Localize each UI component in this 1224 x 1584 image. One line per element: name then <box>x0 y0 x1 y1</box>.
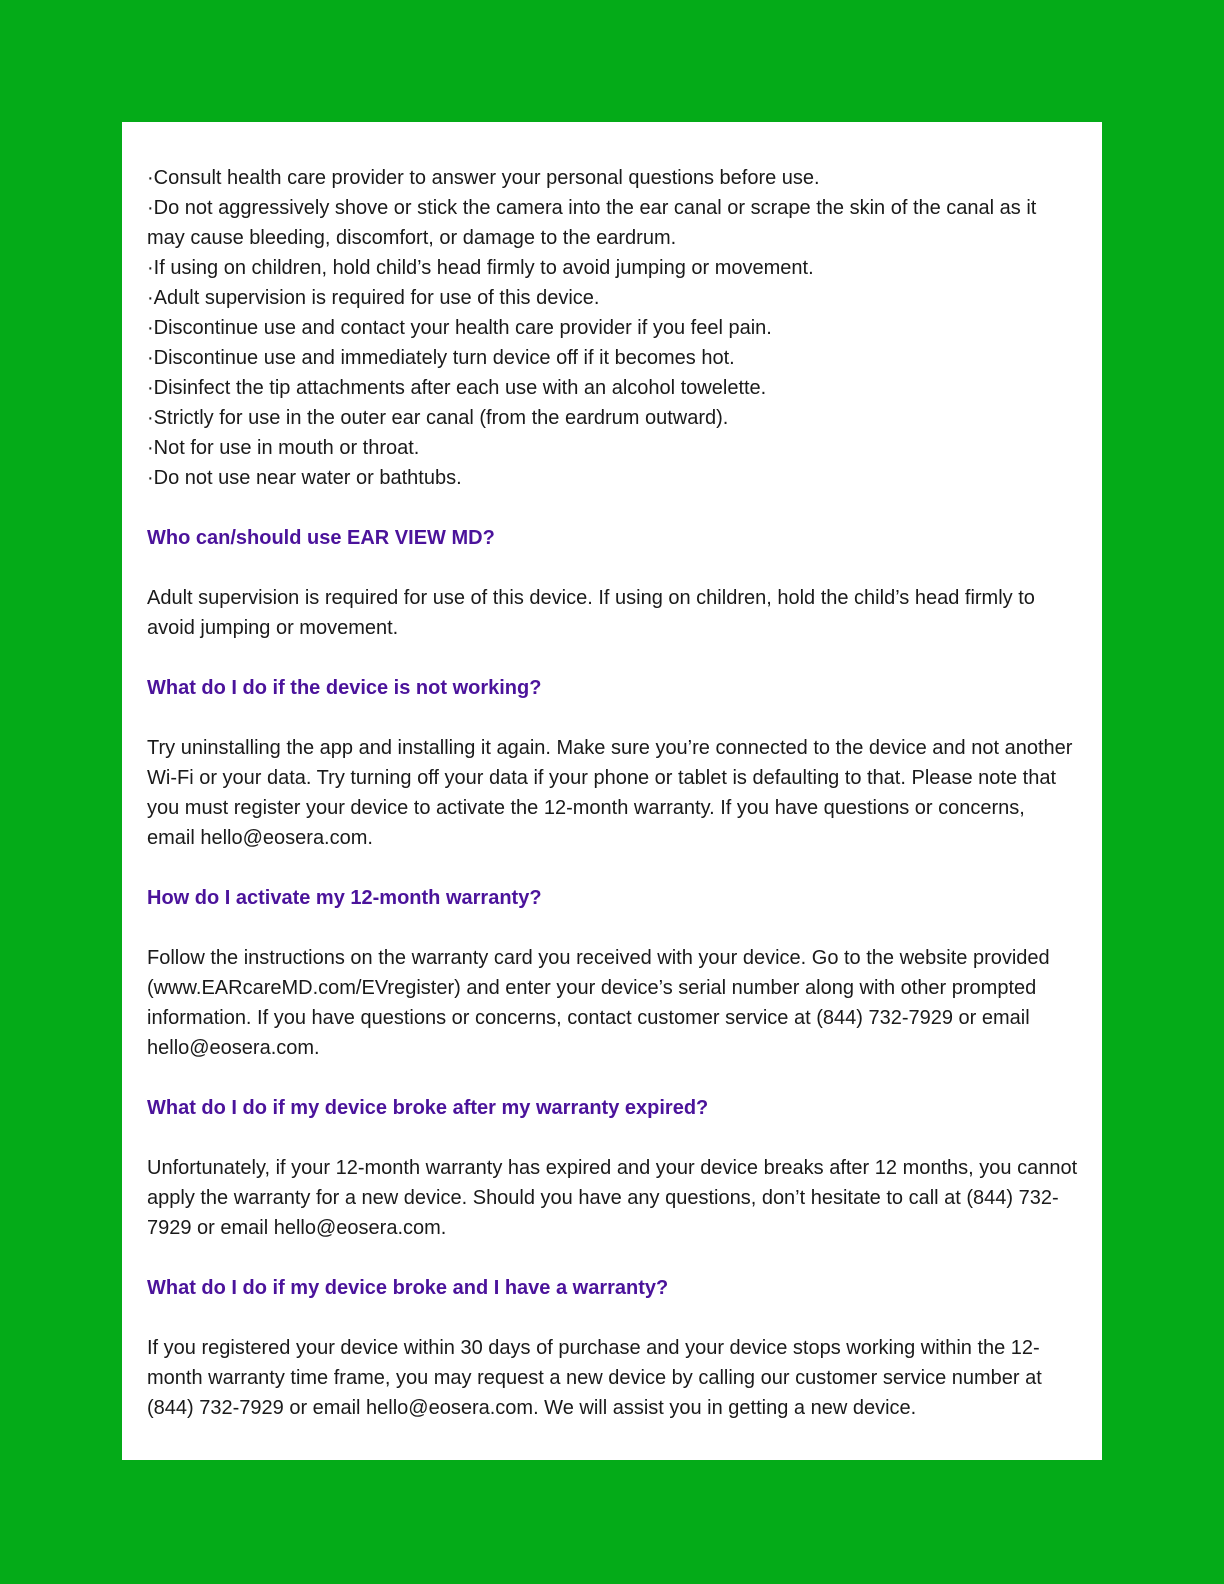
warning-item: · Discontinue use and immediately turn device off if it becomes hot. <box>147 343 1078 373</box>
warning-item: · Adult supervision is required for use of this device. <box>147 283 1078 313</box>
faq-question: How do I activate my 12-month warranty? <box>147 887 542 909</box>
faq-answer: Follow the instructions on the warranty card you received with your device. Go to the website provided (www.EARcareMD.com/EVregister) and enter your device’s serial number along with other prompted information. If you have questions or concerns, contact customer service at (844) 732-7929 or email hello@eosera.com. <box>147 947 1050 1059</box>
warning-item: · Do not use near water or bathtubs. <box>147 463 1078 493</box>
faq-answer: Unfortunately, if your 12-month warranty has expired and your device breaks after 12 months, you cannot apply the warranty for a new device. Should you have any questions, don’t hesitate to call at (844) 732-7929 or email hello@eosera.com. <box>147 1157 1078 1239</box>
warning-item: · Disinfect the tip attachments after each use with an alcohol towelette. <box>147 373 1078 403</box>
warning-item: · Discontinue use and contact your health care provider if you feel pain. <box>147 313 1078 343</box>
warning-item: · If using on children, hold child’s head firmly to avoid jumping or movement. <box>147 253 1078 283</box>
faq-answer: Try uninstalling the app and installing it again. Make sure you’re connected to the device and not another Wi-Fi or your data. Try turning off your data if your phone or tablet is defaulting to that. Please note that you must register your device to activate the 12-month warranty. If you have questions or concerns, email hello@eosera.com. <box>147 737 1073 849</box>
warning-list <box>147 163 1078 493</box>
faq-question: What do I do if the device is not working? <box>147 677 542 699</box>
warning-item: · Strictly for use in the outer ear canal (from the eardrum outward). <box>147 403 1078 433</box>
faq-question: What do I do if my device broke and I have a warranty? <box>147 1277 669 1299</box>
warning-item: · Do not aggressively shove or stick the camera into the ear canal or scrape the skin of the canal as it may cause bleeding, discomfort, or damage to the eardrum. <box>147 193 1078 253</box>
document-page <box>122 122 1102 1460</box>
faq-answer: Adult supervision is required for use of this device. If using on children, hold the child’s head firmly to avoid jumping or movement. <box>147 587 1035 639</box>
faq-answer: If you registered your device within 30 days of purchase and your device stops working within the 12-month warranty time frame, you may request a new device by calling our customer service number at (844) 732-7929 or email hello@eosera.com. We will assist you in getting a new device. <box>147 1337 1042 1419</box>
warning-item: · Consult health care provider to answer your personal questions before use. <box>147 163 1078 193</box>
faq-question: What do I do if my device broke after my warranty expired? <box>147 1097 709 1119</box>
warning-item: · Not for use in mouth or throat. <box>147 433 1078 463</box>
faq-question: Who can/should use EAR VIEW MD? <box>147 527 495 549</box>
